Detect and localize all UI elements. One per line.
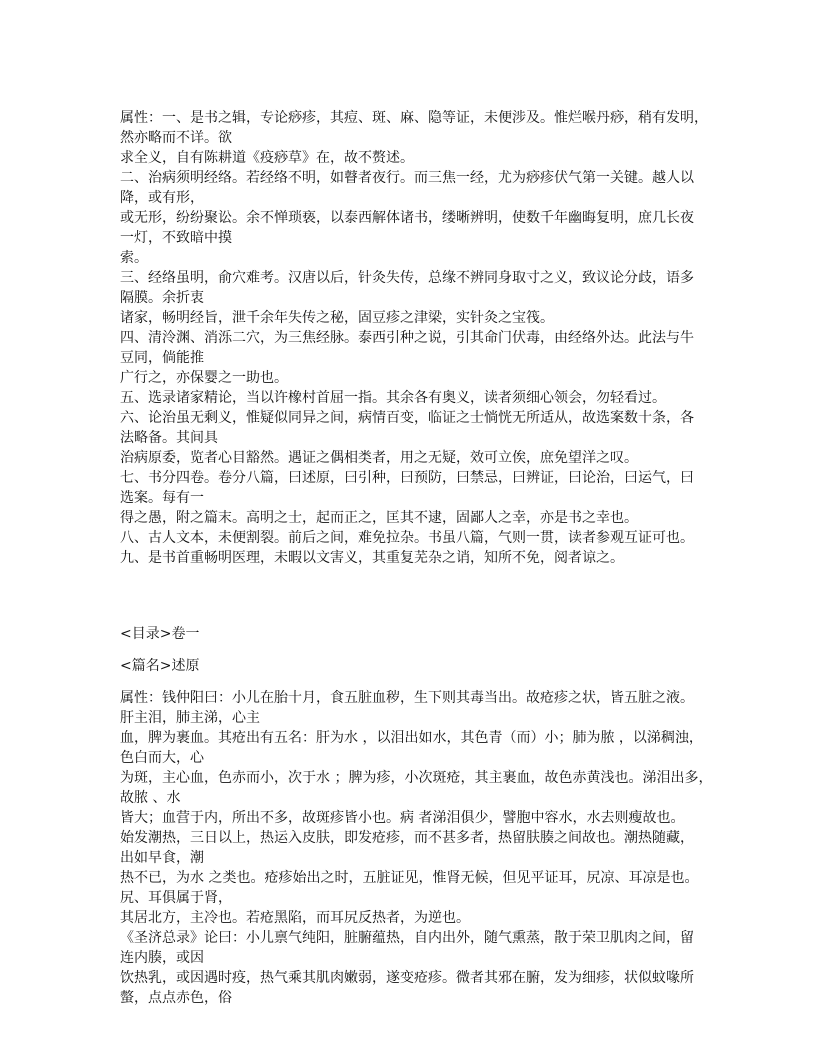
text-line: 二、治病须明经络。若经络不明，如瞽者夜行。而三焦一经，尤为痧疹伏气第一关键。越人以 [120, 170, 694, 186]
text-line: 肝主泪，肺主涕，心主 [120, 710, 260, 726]
text-line: 四、清泠渊、消泺二穴，为三焦经脉。泰西引种之说，引其命门伏毒，由经络外达。此法与牛 [120, 330, 694, 346]
body-section [120, 688, 713, 1008]
text-line: 得之愚，附之篇末。高明之士，起而正之，匡其不逮，固鄙人之幸，亦是书之幸也。 [120, 510, 638, 526]
text-line: 八、古人文本，未便割裂。前后之间，难免拉杂。书虽八篇，气则一贯，读者参观互证可也。 [120, 530, 694, 546]
text-line: 其居北方，主冷也。若疮黑陷，而耳尻反热者，为逆也。 [120, 910, 470, 926]
text-line: 法略备。其间具 [120, 430, 218, 446]
text-line: 螫，点点赤色，俗 [120, 990, 232, 1006]
heading-spacer [120, 644, 696, 656]
text-line: 始发潮热，三日以上，热运入皮肤，即发疮疹，而不甚多者，热留肤腠之间故也。潮热随藏， [120, 830, 694, 846]
text-line: 《圣济总录》论曰：小儿禀气纯阳，脏腑蕴热，自内出外，随气熏蒸，散于荣卫肌肉之间，留 [120, 930, 694, 946]
text-line: 五、选录诸家精论，当以许橡村首屈一指。其余各有奥义，读者须细心领会，勿轻看过。 [120, 390, 666, 406]
heading-spacer [120, 676, 696, 688]
volume-heading: <目录>卷一 [120, 626, 200, 642]
text-line: 为斑，主心血，色赤而小，次于水 ；脾为疹，小次斑疮，其主裹血，故色赤黄浅也。涕泪出多， [120, 770, 713, 786]
text-line: 治病原委，览者心目豁然。遇证之偶相类者，用之无疑，效可立俟，庶免望洋之叹。 [120, 450, 638, 466]
section-spacer [120, 568, 696, 624]
text-line: 饮热乳，或因遇时疫，热气乘其肌肉嫩弱，遂变疮疹。微者其邪在腑，发为细疹，状似蚊喙所 [120, 970, 694, 986]
text-line: 热不已，为水 之类也。疮疹始出之时，五脏证见，惟肾无候，但见平证耳，尻凉、耳凉是也。 [120, 870, 699, 886]
text-line: 血，脾为裹血。其疮出有五名：肝为水 ，以泪出如水，其色青（而）小；肺为脓 ，以涕稠浊， [120, 730, 703, 746]
text-line: 一灯，不致暗中摸 [120, 230, 232, 246]
text-line: 然亦略而不详。欲 [120, 130, 232, 146]
text-line: 或无形，纷纷聚讼。余不惮琐亵，以泰西解体诸书，缕晰辨明，使数千年幽晦复明，庶几长夜 [120, 210, 694, 226]
text-line: 豆同，倘能推 [120, 350, 204, 366]
text-line: 出如早食，潮 [120, 850, 204, 866]
text-line: 连内腠，或因 [120, 950, 204, 966]
text-line: 属性：钱仲阳曰：小儿在胎十月，食五脏血秽，生下则其毒当出。故疮疹之状，皆五脏之液。 [120, 690, 694, 706]
text-line: 诸家，畅明经旨，泄千余年失传之秘，固豆疹之津梁，实针灸之宝筏。 [120, 310, 554, 326]
text-line: 选案。每有一 [120, 490, 204, 506]
text-line: 皆大；血营于内，所出不多，故斑疹皆小也。病 者涕泪俱少，譬胞中容水，水去则瘦故也。 [120, 810, 685, 826]
text-line: 色白而大，心 [120, 750, 204, 766]
text-line: 降，或有形， [120, 190, 204, 206]
text-line: 属性：一、是书之辑，专论痧疹，其痘、斑、麻、隐等证，未便涉及。惟烂喉丹痧，稍有发明， [120, 110, 708, 126]
chapter-heading: <篇名>述原 [120, 658, 200, 674]
text-line: 故脓 、水 [120, 790, 181, 806]
text-line: 九、是书首重畅明医理，未暇以文害义，其重复芜杂之诮，知所不免，阅者谅之。 [120, 550, 624, 566]
text-line: 六、论治虽无剩义，惟疑似同异之间，病情百变，临证之士惝恍无所适从，故选案数十条，各 [120, 410, 694, 426]
document-page [120, 108, 713, 1008]
text-line: 求全义，自有陈耕道《疫痧草》在，故不赘述。 [120, 150, 414, 166]
text-line: 三、经络虽明，俞穴难考。汉唐以后，针灸失传，总缘不辨同身取寸之义，致议论分歧，语多 [120, 270, 694, 286]
text-line: 尻、耳俱属于肾， [120, 890, 232, 906]
text-line: 七、书分四卷。卷分八篇，曰述原，曰引种，曰预防，曰禁忌，曰辨证，曰论治，曰运气，曰 [120, 470, 694, 486]
text-line: 隔膜。余折衷 [120, 290, 204, 306]
preface-section [120, 108, 708, 568]
text-line: 索。 [120, 250, 148, 266]
text-line: 广行之，亦保婴之一助也。 [120, 370, 288, 386]
